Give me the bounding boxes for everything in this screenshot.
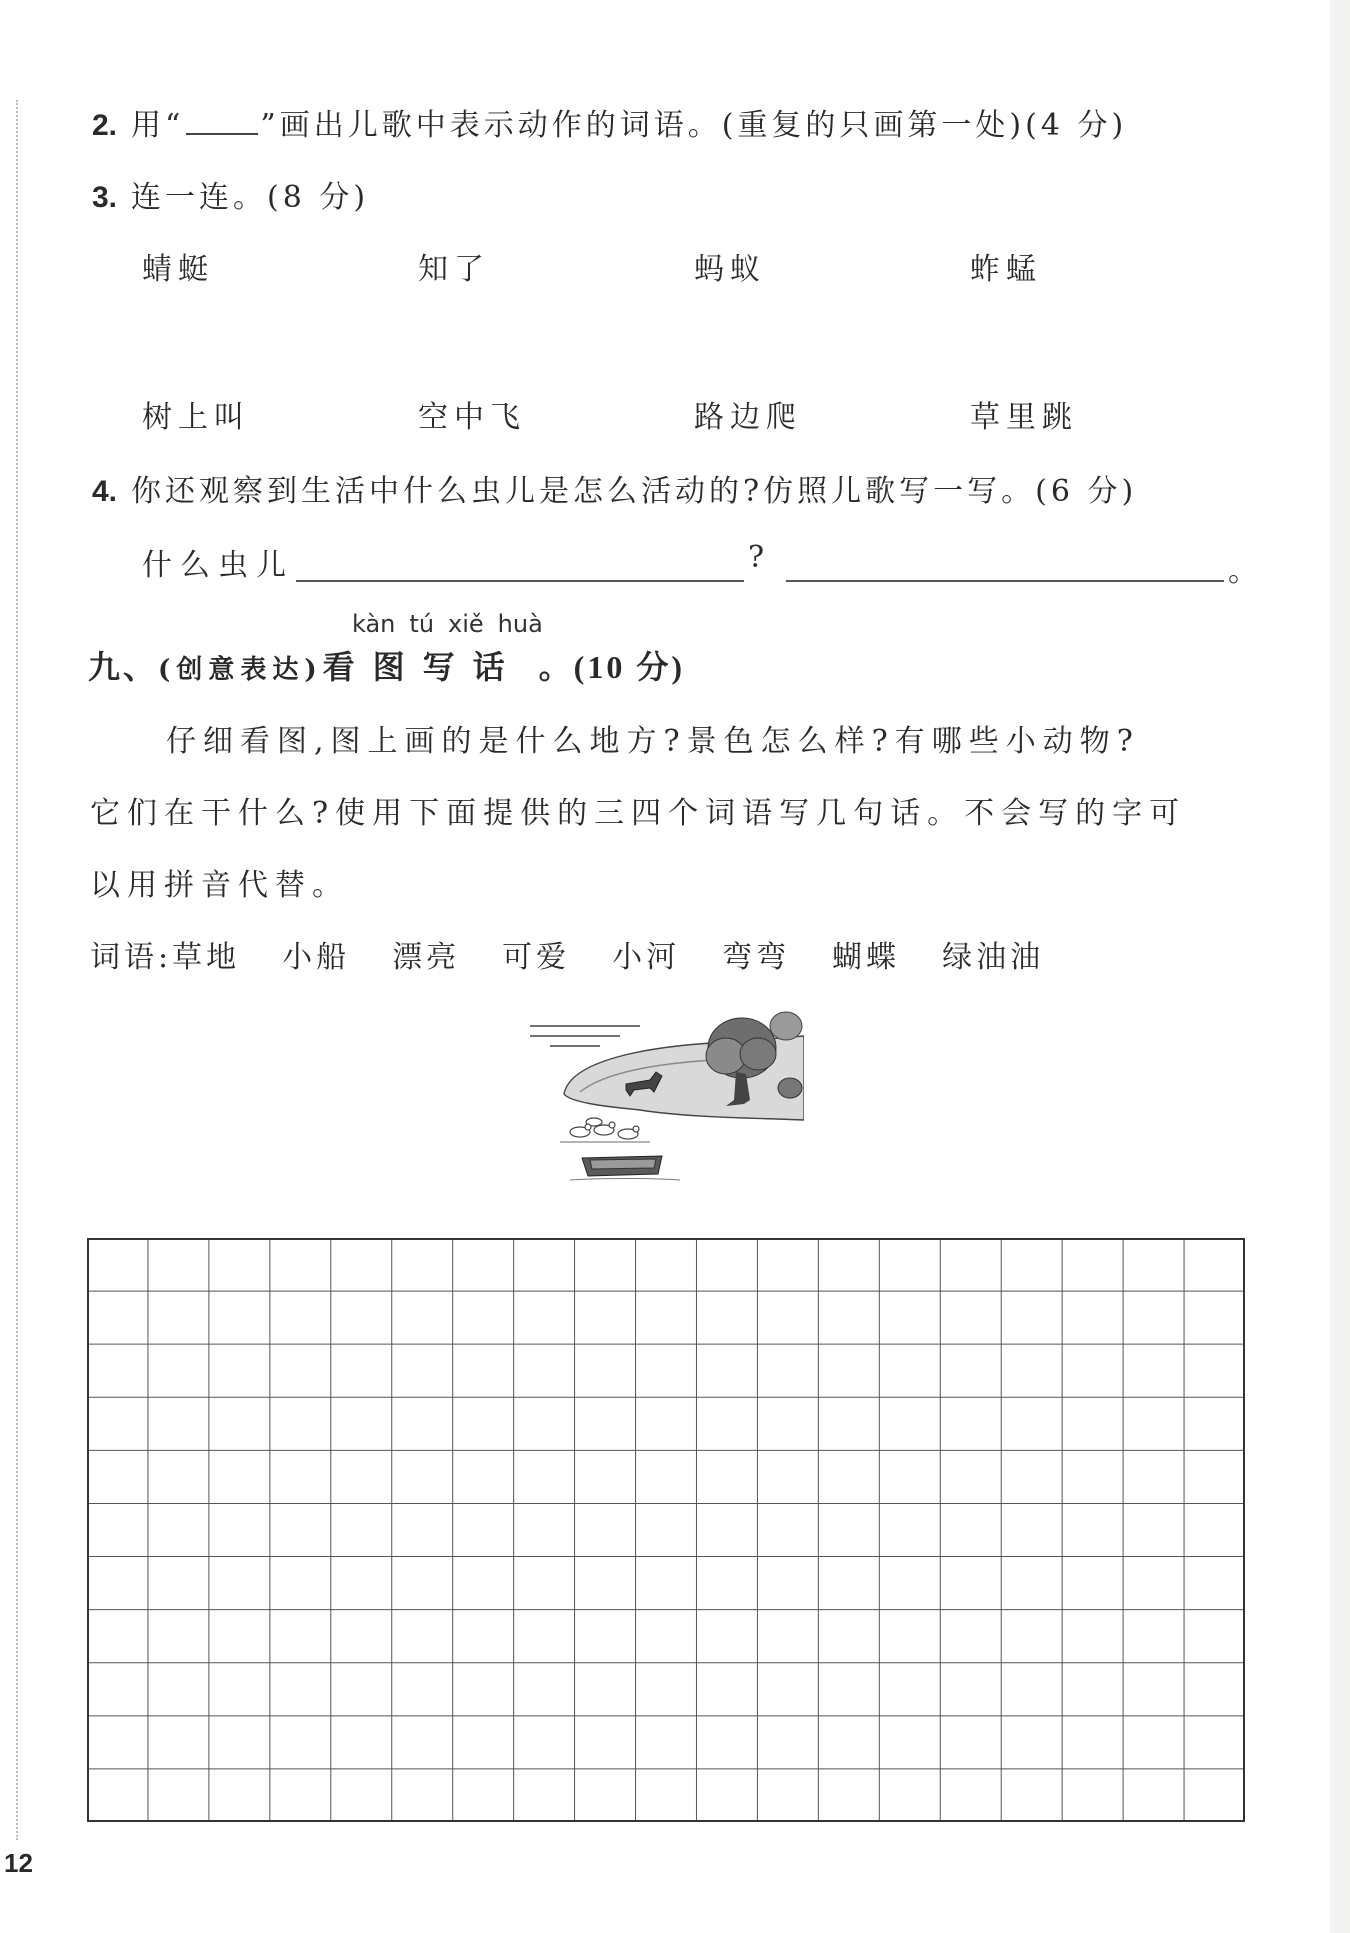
vocab-list — [90, 932, 1044, 976]
title-pinyin — [352, 610, 557, 638]
answer-line-1[interactable] — [296, 578, 744, 582]
match-item-top[interactable]: 知了 — [418, 252, 490, 287]
vocab-word: 绿油油 — [942, 940, 1045, 975]
question-4 — [92, 466, 1137, 510]
question-mark: ? — [748, 540, 771, 575]
question-number: 2. — [92, 109, 118, 142]
question-3 — [92, 172, 369, 216]
vocab-word: 可爱 — [502, 940, 571, 975]
question-text: 连一连。(8 分) — [131, 180, 370, 215]
answer-line-2[interactable] — [786, 578, 1224, 582]
match-item-bottom[interactable]: 空中飞 — [418, 400, 526, 435]
vocab-label: 词语: — [90, 940, 173, 975]
pinyin-syllable: tú — [409, 610, 435, 638]
section-number: 九、 — [88, 648, 159, 686]
instruction-line-2: 它们在干什么?使用下面提供的三四个词语写几句话。不会写的字可 — [90, 796, 1187, 831]
vocab-word: 小船 — [282, 940, 351, 975]
question-number: 4. — [92, 475, 118, 508]
question-text: ”画出儿歌中表示动作的词语。(重复的只画第一处)(4 分) — [260, 108, 1128, 143]
section-dot: 。 — [538, 648, 574, 686]
riverbank-illustration — [530, 1002, 804, 1182]
writing-grid[interactable] — [87, 1238, 1245, 1822]
section-9-title — [88, 642, 685, 688]
binding-margin-line — [16, 100, 18, 1840]
section-heading-text: 看图写话 — [322, 648, 523, 686]
vocab-word: 草地 — [172, 940, 241, 975]
pinyin-syllable: kàn — [352, 610, 396, 638]
section-score: (10 分) — [573, 649, 685, 685]
page-number: 12 — [4, 1848, 33, 1878]
pinyin-syllable: huà — [497, 610, 543, 638]
ducks-icon — [560, 1118, 650, 1142]
period-mark: 。 — [1228, 554, 1264, 589]
question-2 — [92, 100, 1127, 144]
match-item-bottom[interactable]: 树上叫 — [142, 400, 250, 435]
answer-prompt: 什么虫儿 — [142, 548, 294, 583]
vocab-word: 弯弯 — [722, 940, 791, 975]
question-number: 3. — [92, 181, 118, 214]
vocab-word: 蝴蝶 — [832, 940, 901, 975]
match-item-bottom[interactable]: 路边爬 — [694, 400, 802, 435]
underline-sample — [186, 111, 258, 135]
pinyin-syllable: xiě — [448, 610, 484, 638]
match-item-bottom[interactable]: 草里跳 — [970, 400, 1078, 435]
boat-icon — [570, 1156, 680, 1180]
vocab-word: 小河 — [612, 940, 681, 975]
question-text: 你还观察到生活中什么虫儿是怎么活动的?仿照儿歌写一写。(6 分) — [131, 474, 1138, 509]
instruction-line-1: 仔细看图,图上画的是什么地方?景色怎么样?有哪些小动物? — [166, 724, 1140, 759]
section-tag: (创意表达) — [158, 655, 323, 685]
vocab-word: 漂亮 — [392, 940, 461, 975]
question-text-prefix: 用“ — [131, 108, 185, 143]
instruction-line-3: 以用拼音代替。 — [90, 868, 349, 903]
section-heading — [323, 648, 539, 686]
match-item-top[interactable]: 蚂蚁 — [694, 252, 766, 287]
match-item-top[interactable]: 蚱蜢 — [970, 252, 1042, 287]
match-item-top[interactable]: 蜻蜓 — [142, 252, 214, 287]
